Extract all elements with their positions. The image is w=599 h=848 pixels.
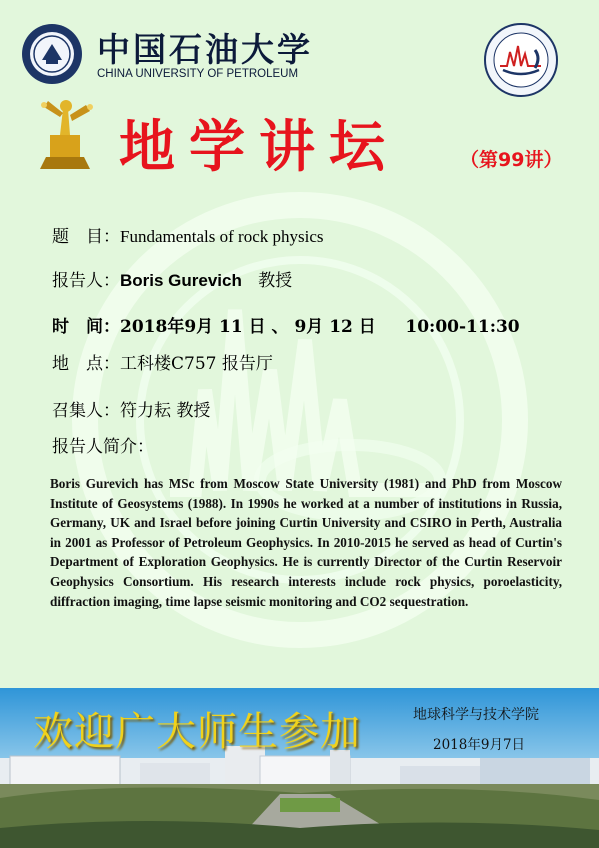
topic-value: Fundamentals of rock physics xyxy=(120,227,324,246)
welcome-banner: 欢迎广大师生参加 xyxy=(33,709,361,755)
organizer-school: 地球科学与技术学院 xyxy=(413,707,539,723)
speaker-name: Boris Gurevich xyxy=(120,271,242,290)
place-value: 工科楼C757 报告厅 xyxy=(120,354,273,374)
time-hours: 10:00-11:30 xyxy=(405,317,520,337)
speaker-label: 报告人： xyxy=(52,271,120,291)
topic-label: 题 目： xyxy=(52,227,120,247)
school-logo-icon xyxy=(483,22,559,98)
university-name-cn: 中国石油大学 xyxy=(97,30,313,69)
time-value: 2018年9月 11 日 、 9月 12 日 xyxy=(120,317,376,337)
place-row xyxy=(52,349,273,374)
university-name-en: CHINA UNIVERSITY OF PETROLEUM xyxy=(97,68,299,80)
speaker-bio: Boris Gurevich has MSc from Moscow State University (1981) and PhD from Moscow Institute of Geosystems (1988). In 1990s he worked at a number of institutions in Russia, Germany, UK and Israel before joining Curtin University and CSIRO in Perth, Australia in 2001 as Professor of Petroleum Geophysics. In 2010-2015 he served as head of Curtin's Department of Exploration Geophysics. He is currently Director of the Curtin Reservoir Geophysics Consortium. His research interests include rock physics, poroelasticity, diffraction imaging, time lapse seismic monitoring and CO2 sequestration. xyxy=(50,476,562,609)
lecture-number: （第99讲） xyxy=(460,149,563,171)
notice-date: 2018年9月7日 xyxy=(433,737,526,753)
place-label: 地 点： xyxy=(52,354,120,374)
time-row xyxy=(52,312,520,337)
topic-row xyxy=(52,222,324,247)
bio-heading: 报告人简介： xyxy=(52,437,154,457)
university-seal-icon xyxy=(20,22,84,86)
host-value: 符力耘 教授 xyxy=(120,401,211,421)
host-row xyxy=(52,396,210,421)
time-label: 时 间： xyxy=(52,317,120,337)
speaker-title: 教授 xyxy=(258,271,293,291)
event-title: 地学讲坛 xyxy=(119,115,399,180)
statue-icon xyxy=(30,97,100,172)
speaker-row xyxy=(52,266,292,291)
host-label: 召集人： xyxy=(52,401,120,421)
